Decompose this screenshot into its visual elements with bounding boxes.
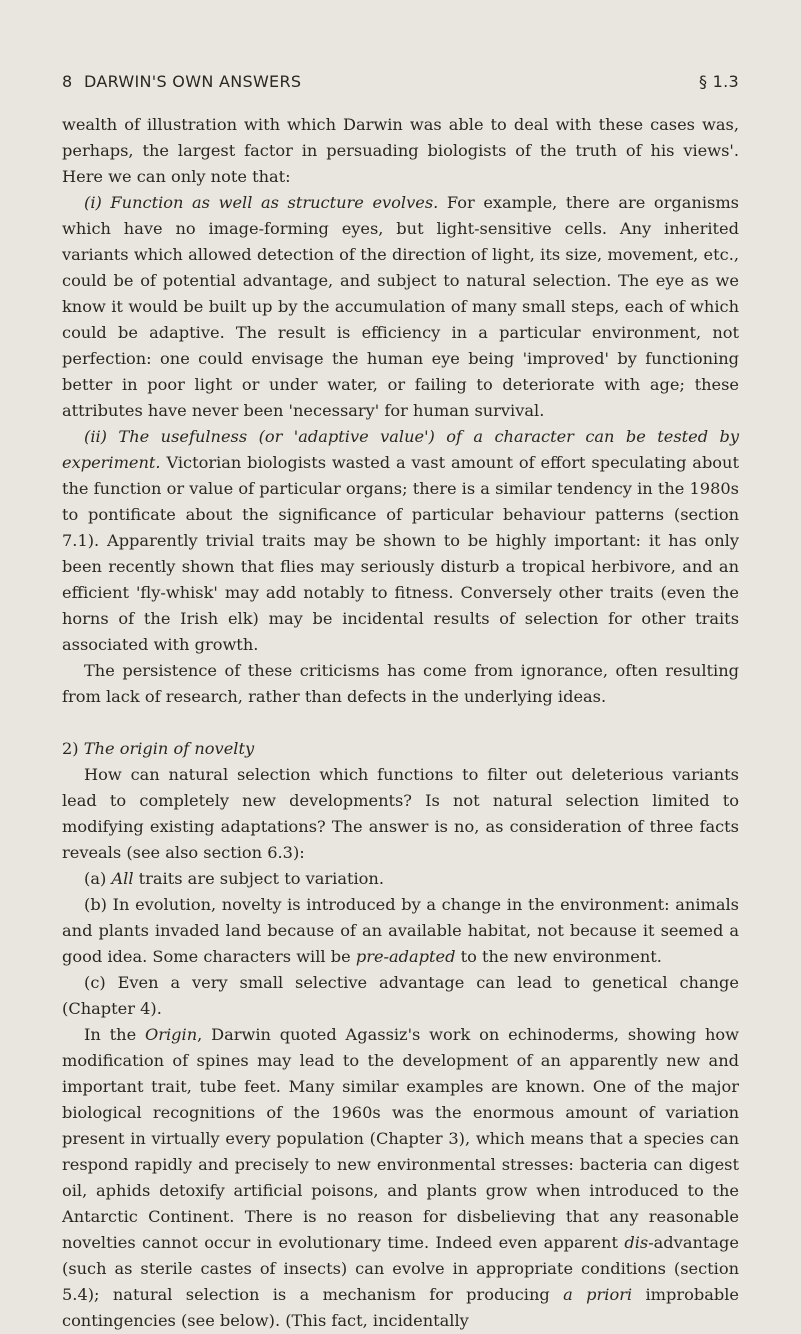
paragraph-text: -advantage (such as sterile castes of insects) can evolve in appropriate conditions (section 5.4); natural selection is a mechanism for producing [62, 1233, 739, 1304]
section-number: § 1.3 [698, 72, 739, 91]
emphasis-dis: dis [624, 1233, 649, 1252]
list-item-a [62, 866, 739, 892]
list-item-c [62, 970, 739, 1022]
paragraph-origin [62, 1022, 739, 1334]
item-marker: (ii) [84, 427, 107, 446]
item-text: traits are subject to variation. [138, 869, 384, 888]
running-header [62, 72, 739, 98]
paragraph-continuation: wealth of illustration with which Darwin was able to deal with these cases was, perhaps, the largest factor in persuading biologists of the truth of his views'. Here we can only note that: [62, 115, 739, 186]
paragraph-text: , Darwin quoted Agassiz's work on echinoderms, showing how modification of spines may lead to the development of an apparently new and important trait, tube feet. Many similar examples are known. One of the major biological recognitions of the 1960s was the enormous amount of variation present in virtually every population (Chapter 3), which means that a species can respond rapidly and precisely to new environmental stresses: bacteria can digest oil, aphids detoxify artificial poisons, and plants grow when introduced to the Antarctic Continent. There is no reason for disbelieving that any reasonable novelties cannot occur in evolutionary time. Indeed even apparent [62, 1025, 739, 1252]
item-text: Even a very small selective advantage can lead to genetical change (Chapter 4). [62, 973, 739, 1018]
paragraph-function-evolves [62, 190, 739, 424]
paragraph-persistence: The persistence of these criticisms has come from ignorance, often resulting from lack of research, rather than defects in the underlying ideas. [62, 661, 739, 706]
section-heading [62, 736, 739, 762]
spacer [62, 710, 739, 736]
item-marker: (i) [84, 193, 102, 212]
paragraph-novelty-intro: How can natural selection which functions to filter out deleterious variants lead to completely new developments? Is not natural selection limited to modifying existing adaptations? The answer is no, as consideration of three facts reveals (see also section 6.3): [62, 765, 739, 862]
running-title: DARWIN'S OWN ANSWERS [84, 72, 302, 91]
item-emphasis: pre-adapted [355, 947, 456, 966]
item-marker: (b) [84, 895, 107, 914]
item-emphasis: All [111, 869, 134, 888]
item-heading: Function as well as structure evolves. [110, 193, 439, 212]
item-text: Victorian biologists wasted a vast amount of effort speculating about the function or value of particular organs; there is a similar tendency in the 1980s to pontificate about the significance of particular behaviour patterns (section 7.1). Apparently trivial traits may be shown to be highly important: it has only been recently shown that flies may seriously disturb a tropical herbivore, and an efficient 'fly-whisk' may add notably to fitness. Conversely other traits (even the horns of the Irish elk) may be incidental results of selection for other traits associated with growth. [62, 453, 739, 654]
paragraph-text: improbable contingencies (see below). (This fact, incidentally [62, 1285, 739, 1330]
section-heading-title: The origin of novelty [83, 739, 255, 758]
item-text: to the new environment. [460, 947, 662, 966]
list-item-b [62, 892, 739, 970]
item-text: For example, there are organisms which have no image-forming eyes, but light-sensitive cells. Any inherited variants which allowed detection of the direction of light, its size, movement, etc., could be of potential advantage, and subject to natural selection. The eye as we know it would be built up by the accumulation of many small steps, each of which could be adaptive. The result is efficiency in a particular environment, not perfection: one could envisage the human eye being 'improved' by functioning better in poor light or under water, or failing to deteriorate with age; these attributes have never been 'necessary' for human survival. [62, 193, 739, 420]
item-marker: (c) [84, 973, 106, 992]
item-heading: The usefulness (or 'adaptive value') of a character can be tested by experiment. [62, 427, 739, 472]
paragraph-text: In the [84, 1025, 137, 1044]
paragraph-usefulness [62, 424, 739, 658]
emphasis-a-priori: a priori [563, 1285, 633, 1304]
item-text: In evolution, novelty is introduced by a change in the environment: animals and plants invaded land because of an available habitat, not because it seemed a good idea. Some characters will be [62, 895, 739, 966]
item-marker: (a) [84, 869, 107, 888]
body-text [62, 112, 739, 1334]
page-number: 8 [62, 72, 73, 91]
section-heading-number: 2) [62, 739, 79, 758]
book-title-origin: Origin [144, 1025, 198, 1044]
